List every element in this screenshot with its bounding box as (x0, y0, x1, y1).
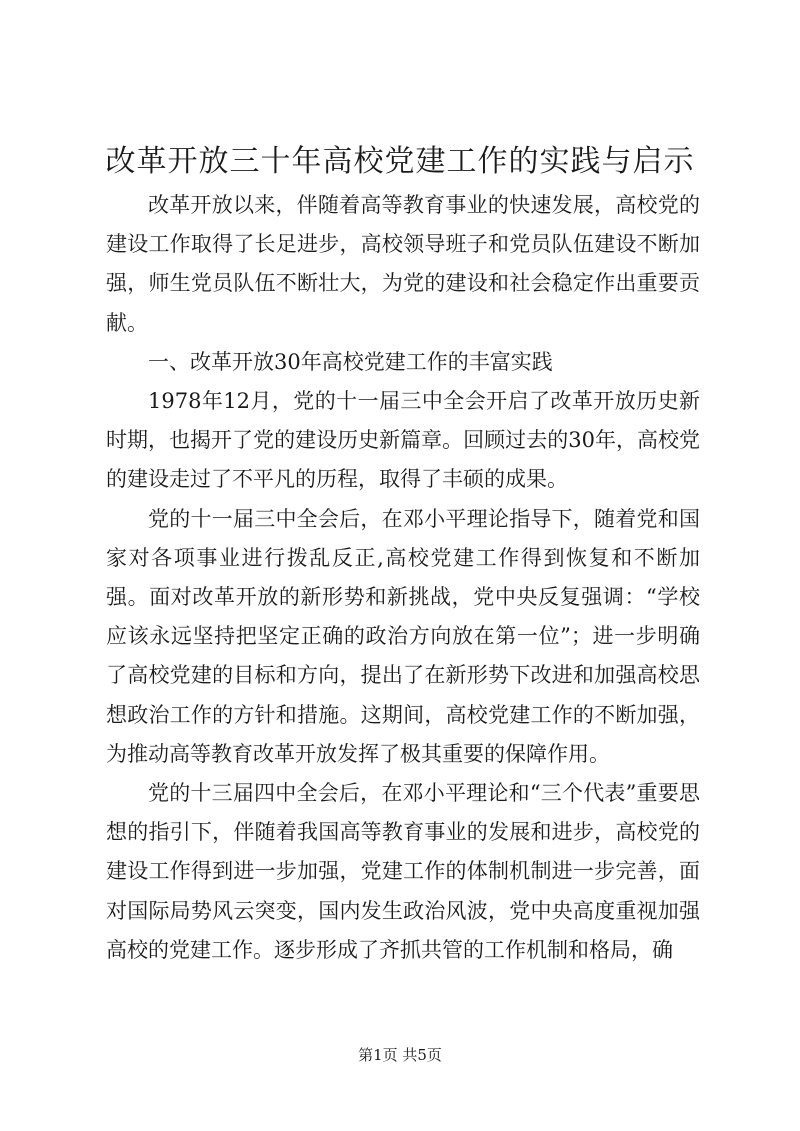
intro-paragraph: 改革开放以来，伴随着高等教育事业的快速发展，高校党的建设工作取得了长足进步，高校领导班子和党员队伍建设不断加强，师生党员队伍不断壮大，为党的建设和社会稳定作出重要贡献。 (106, 193, 700, 335)
body-paragraph: 党的十一届三中全会后，在邓小平理论指导下，随着党和国家对各项事业进行拨乱反正,高校党建工作得到恢复和不断加强。面对改革开放的新形势和新挑战，党中央反复强调：“学校应该永远坚持把坚定正确的政治方向放在第一位”；进一步明确了高校党建的目标和方向，提出了在新形势下改进和加强高校思想政治工作的方针和措施。这期间，高校党建工作的不断加强，为推动高等教育改革开放发挥了极其重要的保障作用。 (106, 506, 700, 766)
body-paragraph: 1978年12月，党的十一届三中全会开启了改革开放历史新时期，也揭开了党的建设历史新篇章。回顾过去的30年，高校党的建设走过了不平凡的历程，取得了丰硕的成果。 (106, 389, 700, 492)
section-heading: 一、改革开放30年高校党建工作的丰富实践 (148, 349, 553, 374)
page-footer: 第1页 共5页 (358, 1046, 442, 1064)
document-title: 改革开放三十年高校党建工作的实践与启示 (105, 144, 695, 179)
body-paragraph: 党的十三届四中全会后，在邓小平理论和“三个代表”重要思想的指引下，伴随着我国高等教育事业的发展和进步，高校党的建设工作得到进一步加强，党建工作的体制机制进一步完善，面对国际局势风云突变，国内发生政治风波，党中央高度重视加强高校的党建工作。逐步形成了齐抓共管的工作机制和格局，确 (106, 781, 700, 962)
document-body (106, 186, 700, 970)
